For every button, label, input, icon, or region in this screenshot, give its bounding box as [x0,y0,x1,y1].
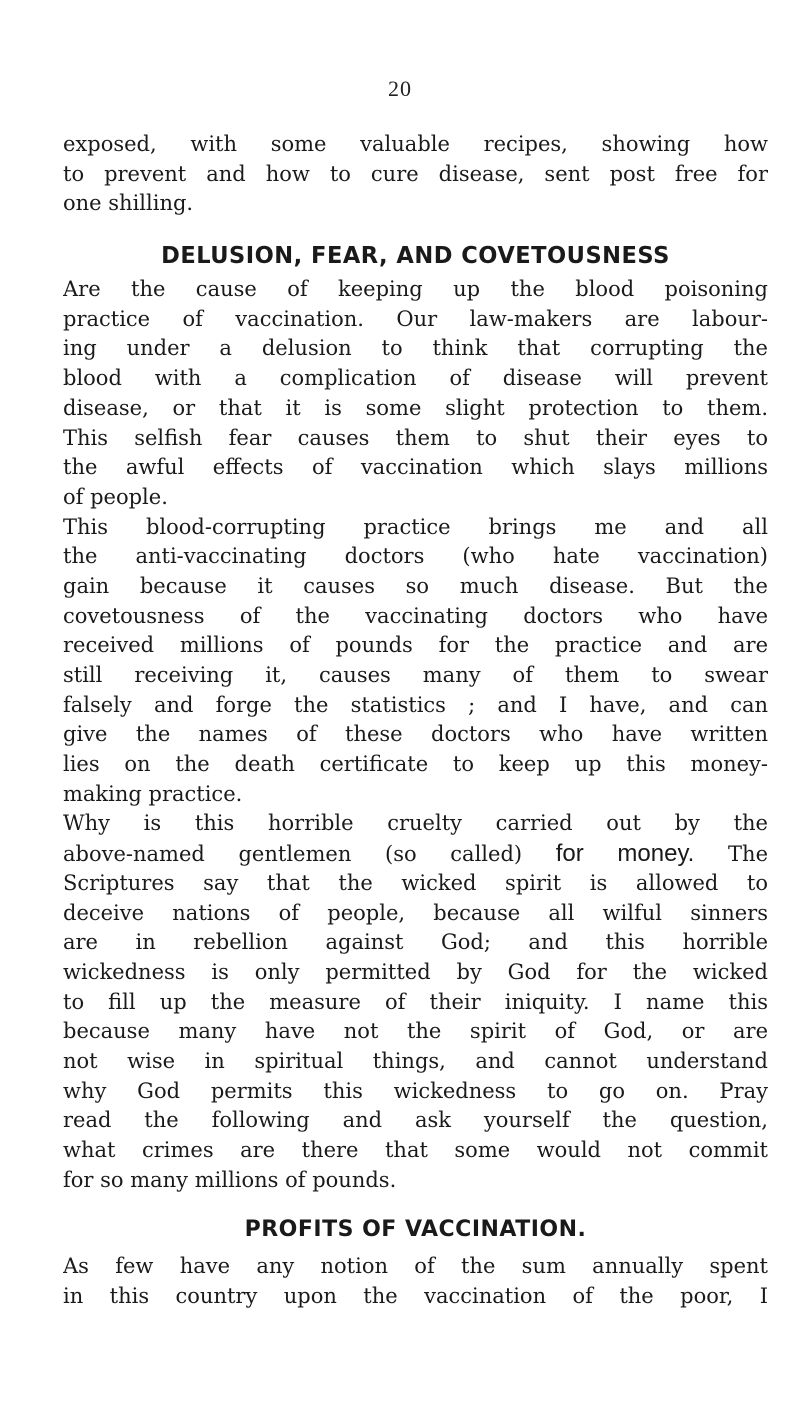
text-line: falsely and forge the statistics ; and I have, and can [63,692,768,717]
text-line: because many have not the spirit of God, or are [63,1019,768,1044]
section-profits-text [63,1252,768,1311]
top-margin [63,66,768,130]
text-line: why God permits this wickedness to go on. Pray [63,1078,768,1103]
text-line: practice of vaccination. Our law-makers are labour- [63,306,768,331]
text-line: blood with a complication of disease will prevent [63,366,768,391]
text-line: exposed, with some valuable recipes, showing how [63,132,768,156]
emphasis-for-money: for money. [555,840,695,868]
text-line: give the names of these doctors who have written [63,722,768,747]
text-line: gain because it causes so much disease. But the [63,573,768,598]
text-line: Scriptures say that the wicked spirit is allowed to [63,870,768,895]
text-line: to fill up the measure of their iniquity. I name this [63,989,768,1014]
text-line: deceive nations of people, because all wilful sinners [63,900,768,925]
text-line: disease, or that it is some slight protection to them. [63,395,768,420]
text-line: the anti-vaccinating doctors (who hate vaccination) [63,544,768,569]
intro-paragraph [63,130,768,219]
text-line: read the following and ask yourself the question, [63,1108,768,1133]
text-line: for so many millions of pounds. [63,1167,397,1192]
text-line-money [63,839,768,869]
text-line: Why is this horrible cruelty carried out by the [63,811,768,836]
text-line: what crimes are there that some would not commit [63,1138,768,1162]
text-line: not wise in spiritual things, and cannot understand [63,1048,768,1073]
text-line: the awful effects of vaccination which slays millions [63,455,768,480]
text-line: As few have any notion of the sum annually spent [63,1254,768,1279]
page-body [63,66,768,1312]
text-line: are in rebellion against God; and this horrible [63,930,768,955]
text-line: ing under a delusion to think that corrupting the [63,336,768,361]
text-line: This selfish fear causes them to shut their eyes to [63,425,768,450]
section-heading-profits: PROFITS OF VACCINATION. [244,1217,587,1243]
text-line: This blood-corrupting practice brings me and all [63,514,768,539]
text-line: one shilling. [63,191,194,216]
text-line: covetousness of the vaccinating doctors who have [63,603,768,628]
text-line: in this country upon the vaccination of the poor, I [63,1284,768,1309]
text-line: still receiving it, causes many of them to swear [63,663,768,687]
text-line: making practice. [63,781,243,806]
section-delusion-text [63,275,768,1195]
text-line: to prevent and how to cure disease, sent post free for [63,161,768,186]
text-line: Are the cause of keeping up the blood poisoning [63,277,768,302]
text-fragment: above-named gentlemen (so called) [63,842,556,867]
text-line: of people. [63,484,168,509]
text-fragment: The [694,842,768,867]
section-heading-delusion: DELUSION, FEAR, AND COVETOUSNESS [161,243,670,270]
text-line: lies on the death certificate to keep up this money- [63,752,768,777]
page-number: 20 [388,76,412,101]
text-line: received millions of pounds for the practice and are [63,633,768,658]
text-line: wickedness is only permitted by God for the wicked [63,959,768,984]
